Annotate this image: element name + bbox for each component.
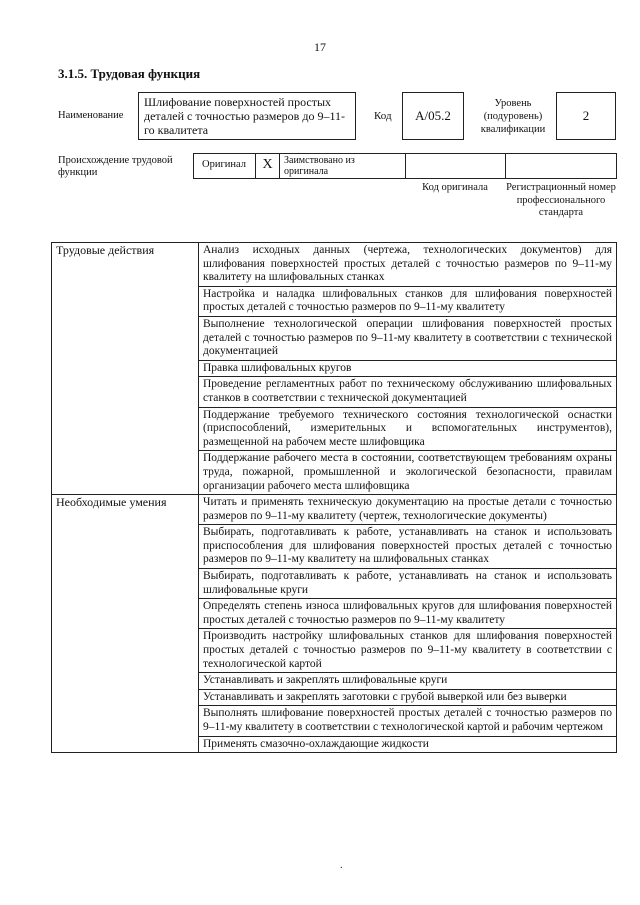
item-cell: Поддержание требуемого технического состояния технологической оснастки (приспособлений, измерительных и вспомогательных инструментов), размещенной на рабочем месте шлифовщика (199, 407, 617, 451)
code-original-cell (406, 154, 506, 178)
original-label: Оригинал (194, 154, 256, 178)
item-cell: Выполнять шлифование поверхностей простых деталей с точностью размеров по 9–11-му квалитету в соответствии с технологической картой и рабочим чертежом (199, 706, 617, 736)
item-cell: Анализ исходных данных (чертежа, технологических документов) для шлифования поверхностей простых деталей с точностью размеров по 9–11-му квалитету на шлифовальных станках (199, 243, 617, 287)
code-box: А/05.2 (402, 92, 464, 140)
function-table (51, 242, 617, 753)
item-cell: Правка шлифовальных кругов (199, 360, 617, 377)
level-box: 2 (556, 92, 616, 140)
category-cell: Необходимые умения (52, 495, 199, 753)
item-cell: Определять степень износа шлифовальных кругов для шлифования поверхностей простых деталей с точностью размеров по 9–11-му квалитету (199, 599, 617, 629)
reg-number-label: Регистрационный номер профессионального стандарта (506, 182, 616, 218)
item-cell: Читать и применять техническую документацию на простые детали с точностью размеров по 9–11-му квалитету (чертеж, технологические документы) (199, 495, 617, 525)
category-cell: Трудовые действия (52, 243, 199, 495)
function-name-box: Шлифование поверхностей простых деталей с точностью размеров до 9–11-го квалитета (138, 92, 356, 140)
code-original-label: Код оригинала (422, 182, 488, 193)
item-cell: Выполнение технологической операции шлифования поверхностей простых деталей с точностью размеров по 9–11-му квалитету в соответствии с технической документацией (199, 316, 617, 360)
borrowed-label: Заимствовано из оригинала (280, 154, 406, 178)
item-cell: Поддержание рабочего места в состоянии, соответствующем требованиям охраны труда, пожарной, промышленной и экологической безопасности, правилам организации рабочего места шлифовщика (199, 451, 617, 495)
reg-number-cell (506, 154, 616, 178)
page-number: 17 (314, 40, 326, 54)
item-cell: Выбирать, подготавливать к работе, устанавливать на станок и использовать приспособления для шлифования поверхностей простых деталей с точностью размеров по 9–11-му квалитету на шлифовальных станках (199, 525, 617, 569)
table-row (52, 495, 617, 525)
item-cell: Проведение регламентных работ по техническому обслуживанию шлифовальных станков в соответствии с технической документацией (199, 377, 617, 407)
item-cell: Производить настройку шлифовальных станков для шлифования поверхностей простых деталей с точностью размеров по 9–11-му квалитету в соответствии с технологической картой (199, 629, 617, 673)
name-label: Наименование (58, 110, 124, 121)
item-cell: Применять смазочно-охлаждающие жидкости (199, 736, 617, 753)
section-title: 3.1.5. Трудовая функция (58, 66, 201, 81)
table-row (52, 243, 617, 287)
original-mark: X (256, 154, 280, 178)
code-label: Код (374, 110, 392, 122)
item-cell: Настройка и наладка шлифовальных станков для шлифования поверхностей простых деталей с точностью размеров по 9–11-му квалитету (199, 286, 617, 316)
item-cell: Устанавливать и закреплять заготовки с грубой выверкой или без выверки (199, 689, 617, 706)
item-cell: Выбирать, подготавливать к работе, устанавливать на станок и использовать шлифовальные круги (199, 569, 617, 599)
page-dot: . (340, 860, 343, 871)
origin-row (193, 153, 617, 179)
level-label: Уровень (подуровень) квалификации (480, 98, 546, 135)
item-cell: Устанавливать и закреплять шлифовальные круги (199, 673, 617, 690)
origin-label: Происхождение трудовой функции (58, 155, 173, 178)
